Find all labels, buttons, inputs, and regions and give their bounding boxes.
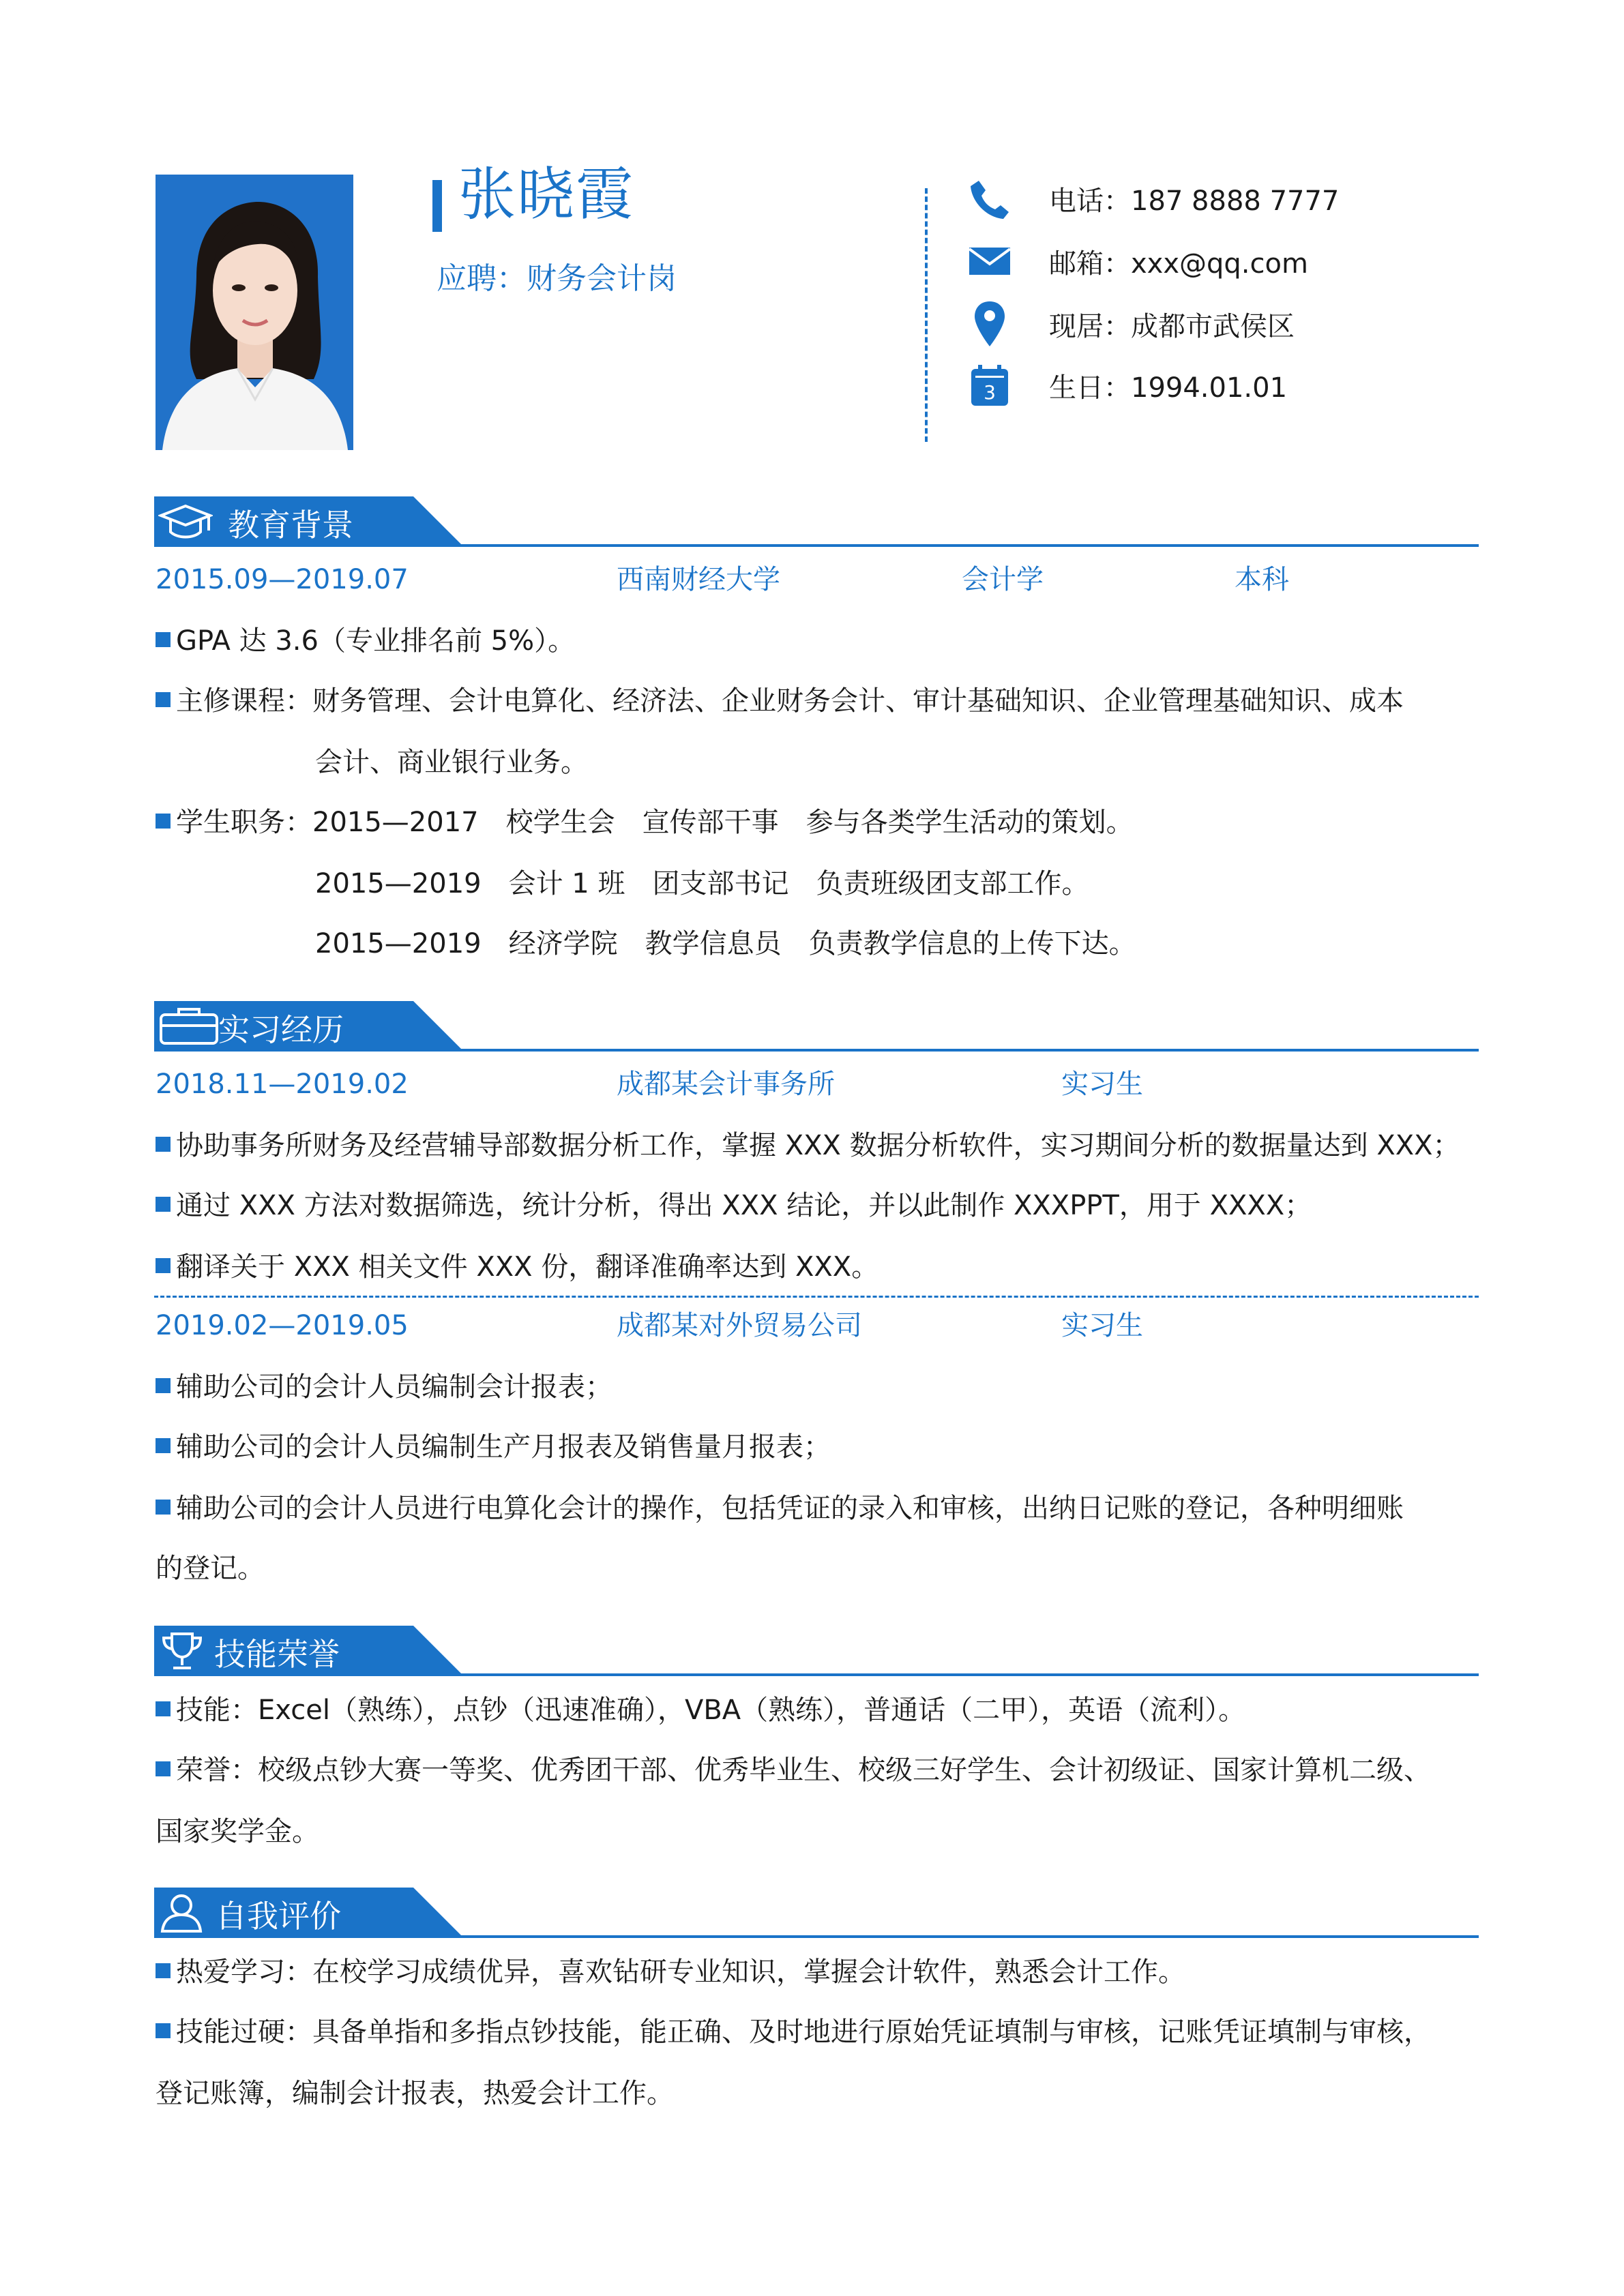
education-major: 会计学 [962,564,1044,595]
section-title-internship: 实习经历 [218,1011,344,1048]
bullet-square [156,692,171,707]
honors-line: 荣誉：校级点钞大赛一等奖、优秀团干部、优秀毕业生、校级三好学生、会计初级证、国家计算机二级、 [156,1751,1431,1789]
job1-item-2: 通过 XXX 方法对数据筛选，统计分析，得出 XXX 结论，并以此制作 XXXPPT，用于 XXXX； [156,1187,1312,1225]
job2-item-3-cont: 的登记。 [156,1553,265,1584]
section-header-skills [154,1626,1479,1676]
profile-photo [156,175,353,450]
job2-period: 2019.02—2019.05 [156,1310,409,1341]
education-courses: 主修课程：财务管理、会计电算化、经济法、企业财务会计、审计基础知识、企业管理基础知识、成本 [156,682,1404,720]
job-target: 应聘：财务会计岗 [437,261,677,296]
education-roles-3: 2015—2019 经济学院 教学信息员 负责教学信息的上传下达。 [315,928,1136,959]
education-period: 2015.09—2019.07 [156,564,409,595]
location-text: 现居：成都市武侯区 [1049,310,1295,342]
location-pin-icon [966,300,1014,348]
mail-icon [966,237,1014,285]
contact-birthday [966,361,1484,409]
person-icon [158,1892,213,1934]
calendar-icon [966,361,1014,409]
briefcase-icon [158,1005,213,1047]
skills-line: 技能：Excel（熟练），点钞（迅速准确），VBA（熟练），普通话（二甲），英语（流利）。 [156,1691,1245,1729]
calendar-digit: 3 [984,381,996,404]
birthday-text: 生日：1994.01.01 [1049,372,1288,404]
bullet-square [156,1500,171,1515]
section-title-education: 教育背景 [228,507,353,543]
education-roles: 学生职务：2015—2017 校学生会 宣传部干事 参与各类学生活动的策划。 [156,803,1134,841]
phone-text: 电话：187 8888 7777 [1049,185,1340,217]
job1-role: 实习生 [1061,1069,1143,1100]
email-text: 邮箱：xxx@qq.com [1049,248,1308,280]
graduation-cap-icon [158,501,213,543]
job-divider [154,1296,1479,1298]
section-header-internship [154,1001,1479,1052]
education-degree: 本科 [1235,564,1289,595]
candidate-name: 张晓霞 [458,161,635,228]
contact-location [966,300,1484,348]
bullet-square [156,1438,171,1453]
education-roles-2: 2015—2019 会计 1 班 团支部书记 负责班级团支部工作。 [315,868,1089,899]
bullet-square [156,1701,171,1716]
education-gpa: GPA 达 3.6（专业排名前 5%）。 [156,622,575,660]
job2-summary-row [156,1307,1479,1345]
phone-icon [966,175,1014,222]
self-eval-line-2: 技能过硬：具备单指和多指点钞技能，能正确、及时地进行原始凭证填制与审核，记账凭证填制与审核， [156,2013,1431,2051]
job1-item-1: 协助事务所财务及经营辅导部数据分析工作，掌握 XXX 数据分析软件，实习期间分析的数据量达到 XXX； [156,1127,1460,1165]
bullet-square [156,1258,171,1273]
job2-item-2: 辅助公司的会计人员编制生产月报表及销售量月报表； [156,1428,831,1466]
job2-item-1: 辅助公司的会计人员编制会计报表； [156,1368,612,1406]
education-school: 西南财经大学 [617,564,780,595]
name-accent-bar [432,180,442,232]
self-eval-line-1: 热爱学习：在校学习成绩优异，喜欢钻研专业知识，掌握会计软件，熟悉会计工作。 [156,1953,1185,1991]
contact-email [966,237,1484,285]
bullet-square [156,1378,171,1393]
trophy-icon [158,1630,213,1672]
education-summary-row [156,561,1479,599]
honors-line-cont: 国家奖学金。 [156,1816,319,1847]
self-eval-line-2-cont: 登记账簿，编制会计报表，热爱会计工作。 [156,2078,674,2109]
bullet-square [156,1963,171,1978]
bullet-square [156,1137,171,1152]
bullet-square [156,2023,171,2038]
bullet-square [156,1197,171,1212]
job2-role: 实习生 [1061,1310,1143,1341]
job1-company: 成都某会计事务所 [617,1069,835,1100]
section-header-education [154,496,1479,547]
section-header-self-eval [154,1888,1479,1938]
job2-item-3: 辅助公司的会计人员进行电算化会计的操作，包括凭证的录入和审核，出纳日记账的登记，各种明细账 [156,1489,1404,1527]
bullet-square [156,814,171,829]
job1-item-3: 翻译关于 XXX 相关文件 XXX 份，翻译准确率达到 XXX。 [156,1248,879,1286]
header-divider [925,188,928,442]
job2-company: 成都某对外贸易公司 [617,1310,862,1341]
bullet-square [156,1761,171,1776]
section-title-self-eval: 自我评价 [216,1898,341,1935]
job1-period: 2018.11—2019.02 [156,1069,409,1100]
job1-summary-row [156,1065,1479,1103]
bullet-square [156,632,171,647]
section-title-skills: 技能荣誉 [214,1636,340,1673]
education-courses-cont: 会计、商业银行业务。 [315,747,588,778]
contact-phone [966,175,1484,222]
